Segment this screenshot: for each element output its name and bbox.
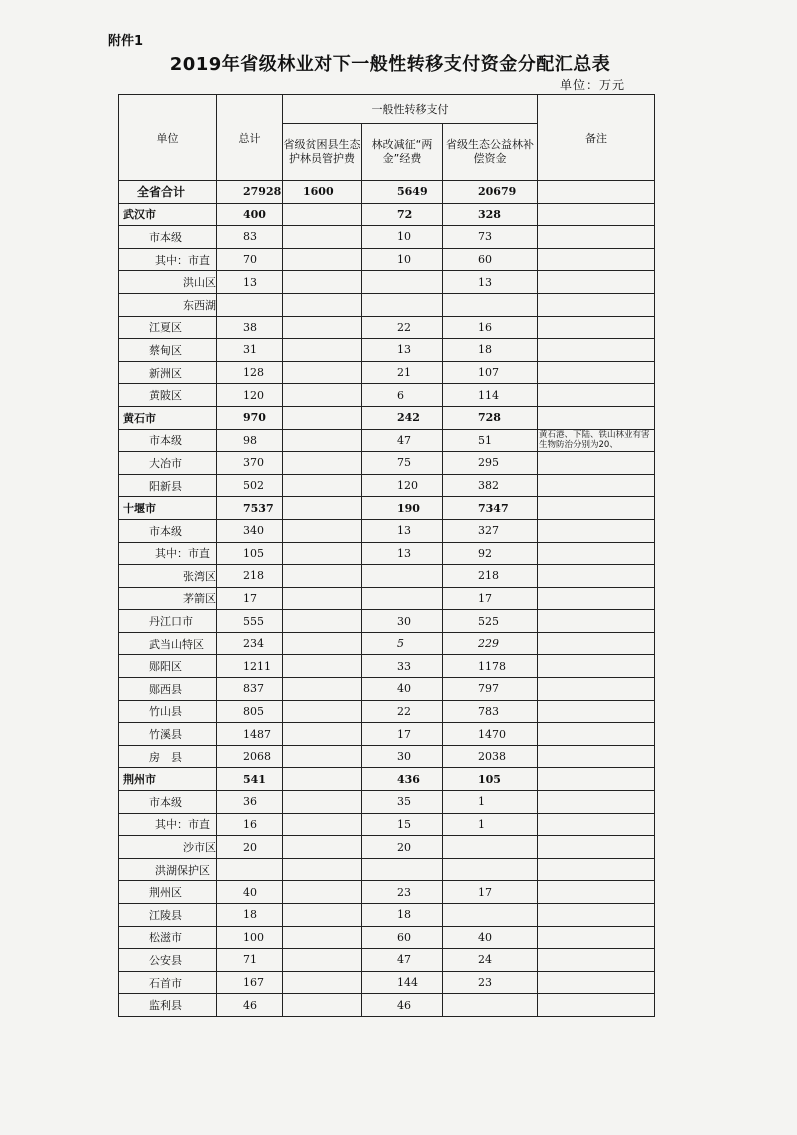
- table-row: [119, 632, 655, 655]
- unit-cell: 郧阳区: [119, 655, 217, 678]
- ecological-compensation-cell: [443, 904, 538, 927]
- table-row: [119, 881, 655, 904]
- patrol-fee-cell: [283, 655, 362, 678]
- table-row: [119, 519, 655, 542]
- patrol-fee-cell: [283, 678, 362, 701]
- remark-cell: [538, 519, 655, 542]
- table-row: [119, 836, 655, 859]
- patrol-fee-cell: [283, 316, 362, 339]
- two-funds-cell: 46: [362, 994, 443, 1017]
- table-row: [119, 723, 655, 746]
- ecological-compensation-cell: 60: [443, 248, 538, 271]
- unit-cell: 洪湖保护区: [119, 858, 217, 881]
- unit-cell: 东西湖: [119, 293, 217, 316]
- unit-cell: 阳新县: [119, 474, 217, 497]
- ecological-compensation-cell: [443, 994, 538, 1017]
- table-row: [119, 700, 655, 723]
- total-cell: [217, 858, 283, 881]
- table-row: [119, 587, 655, 610]
- unit-cell: 丹江口市: [119, 610, 217, 633]
- patrol-fee-cell: [283, 723, 362, 746]
- ecological-compensation-cell: 295: [443, 452, 538, 475]
- patrol-fee-cell: [283, 519, 362, 542]
- ecological-compensation-cell: 18: [443, 339, 538, 362]
- patrol-fee-cell: [283, 971, 362, 994]
- ecological-compensation-cell: 13: [443, 271, 538, 294]
- ecological-compensation-cell: 16: [443, 316, 538, 339]
- total-cell: 40: [217, 881, 283, 904]
- header-remark: 备注: [538, 95, 655, 181]
- total-cell: 38: [217, 316, 283, 339]
- two-funds-cell: 17: [362, 723, 443, 746]
- two-funds-cell: 21: [362, 361, 443, 384]
- ecological-compensation-cell: 20679: [443, 181, 538, 204]
- patrol-fee-cell: [283, 813, 362, 836]
- remark-cell: [538, 565, 655, 588]
- total-cell: 128: [217, 361, 283, 384]
- remark-cell: [538, 655, 655, 678]
- unit-cell: 石首市: [119, 971, 217, 994]
- total-cell: 18: [217, 904, 283, 927]
- two-funds-cell: 13: [362, 519, 443, 542]
- table-row: [119, 361, 655, 384]
- table-row: [119, 339, 655, 362]
- unit-note: 单位：万元: [560, 78, 626, 92]
- unit-cell: 竹山县: [119, 700, 217, 723]
- two-funds-cell: 33: [362, 655, 443, 678]
- unit-cell: 竹溪县: [119, 723, 217, 746]
- table-row: [119, 452, 655, 475]
- remark-cell: [538, 723, 655, 746]
- table-row: [119, 971, 655, 994]
- two-funds-cell: [362, 271, 443, 294]
- patrol-fee-cell: [283, 994, 362, 1017]
- ecological-compensation-cell: 797: [443, 678, 538, 701]
- ecological-compensation-cell: 24: [443, 949, 538, 972]
- unit-cell: 黄陂区: [119, 384, 217, 407]
- header-col1: 省级贫困县生态护林员管护费: [283, 124, 362, 181]
- table-row: [119, 610, 655, 633]
- table-row: [119, 203, 655, 226]
- patrol-fee-cell: [283, 474, 362, 497]
- unit-cell: 十堰市: [119, 497, 217, 520]
- remark-cell: [538, 271, 655, 294]
- total-cell: 105: [217, 542, 283, 565]
- remark-cell: [538, 361, 655, 384]
- allocation-table: [118, 94, 655, 1017]
- table-row: [119, 678, 655, 701]
- unit-cell: 江陵县: [119, 904, 217, 927]
- total-cell: 837: [217, 678, 283, 701]
- table-row: [119, 271, 655, 294]
- ecological-compensation-cell: 2038: [443, 745, 538, 768]
- total-cell: 7537: [217, 497, 283, 520]
- unit-cell: 武当山特区: [119, 632, 217, 655]
- ecological-compensation-cell: 783: [443, 700, 538, 723]
- ecological-compensation-cell: [443, 858, 538, 881]
- remark-cell: [538, 745, 655, 768]
- header-unit: 单位: [119, 95, 217, 181]
- remark-cell: [538, 226, 655, 249]
- unit-cell: 市本级: [119, 429, 217, 452]
- two-funds-cell: 13: [362, 542, 443, 565]
- table-row: [119, 813, 655, 836]
- unit-cell: 洪山区: [119, 271, 217, 294]
- ecological-compensation-cell: [443, 293, 538, 316]
- two-funds-cell: 13: [362, 339, 443, 362]
- unit-cell: 全省合计: [119, 181, 217, 204]
- ecological-compensation-cell: 114: [443, 384, 538, 407]
- remark-cell: [538, 474, 655, 497]
- remark-cell: [538, 949, 655, 972]
- unit-cell: 市本级: [119, 791, 217, 814]
- unit-cell: 公安县: [119, 949, 217, 972]
- patrol-fee-cell: [283, 429, 362, 452]
- total-cell: 17: [217, 587, 283, 610]
- total-cell: 218: [217, 565, 283, 588]
- two-funds-cell: 35: [362, 791, 443, 814]
- patrol-fee-cell: [283, 361, 362, 384]
- table-row: [119, 497, 655, 520]
- two-funds-cell: 30: [362, 610, 443, 633]
- total-cell: 370: [217, 452, 283, 475]
- patrol-fee-cell: [283, 791, 362, 814]
- remark-cell: [538, 678, 655, 701]
- two-funds-cell: 22: [362, 700, 443, 723]
- total-cell: 13: [217, 271, 283, 294]
- two-funds-cell: 5: [362, 632, 443, 655]
- two-funds-cell: 15: [362, 813, 443, 836]
- two-funds-cell: 60: [362, 926, 443, 949]
- two-funds-cell: 242: [362, 406, 443, 429]
- total-cell: 970: [217, 406, 283, 429]
- unit-cell: 江夏区: [119, 316, 217, 339]
- table-row: [119, 248, 655, 271]
- unit-cell: 沙市区: [119, 836, 217, 859]
- two-funds-cell: 47: [362, 429, 443, 452]
- table-row: [119, 858, 655, 881]
- ecological-compensation-cell: 73: [443, 226, 538, 249]
- patrol-fee-cell: [283, 632, 362, 655]
- ecological-compensation-cell: 92: [443, 542, 538, 565]
- two-funds-cell: 144: [362, 971, 443, 994]
- remark-cell: [538, 632, 655, 655]
- two-funds-cell: 436: [362, 768, 443, 791]
- total-cell: 167: [217, 971, 283, 994]
- ecological-compensation-cell: 17: [443, 587, 538, 610]
- patrol-fee-cell: [283, 610, 362, 633]
- ecological-compensation-cell: 1178: [443, 655, 538, 678]
- table-row: [119, 429, 655, 452]
- patrol-fee-cell: [283, 949, 362, 972]
- total-cell: 1487: [217, 723, 283, 746]
- total-cell: 27928: [217, 181, 283, 204]
- remark-cell: [538, 203, 655, 226]
- remark-cell: 黄石港、下陆、铁山林业有害生物防治分别为20、: [538, 429, 655, 452]
- two-funds-cell: 30: [362, 745, 443, 768]
- unit-cell: 市本级: [119, 519, 217, 542]
- total-cell: 36: [217, 791, 283, 814]
- remark-cell: [538, 971, 655, 994]
- two-funds-cell: 23: [362, 881, 443, 904]
- unit-cell: 房 县: [119, 745, 217, 768]
- total-cell: 46: [217, 994, 283, 1017]
- remark-cell: [538, 881, 655, 904]
- remark-cell: [538, 384, 655, 407]
- ecological-compensation-cell: 218: [443, 565, 538, 588]
- total-cell: 541: [217, 768, 283, 791]
- unit-cell: 其中：市直: [119, 813, 217, 836]
- ecological-compensation-cell: 382: [443, 474, 538, 497]
- remark-cell: [538, 994, 655, 1017]
- table-row: [119, 768, 655, 791]
- two-funds-cell: 22: [362, 316, 443, 339]
- table-row: [119, 791, 655, 814]
- remark-cell: [538, 316, 655, 339]
- two-funds-cell: 18: [362, 904, 443, 927]
- remark-cell: [538, 452, 655, 475]
- total-cell: 70: [217, 248, 283, 271]
- two-funds-cell: [362, 293, 443, 316]
- unit-cell: 黄石市: [119, 406, 217, 429]
- unit-cell: 荆州区: [119, 881, 217, 904]
- patrol-fee-cell: [283, 248, 362, 271]
- total-cell: 100: [217, 926, 283, 949]
- remark-cell: [538, 293, 655, 316]
- ecological-compensation-cell: 17: [443, 881, 538, 904]
- table-row: [119, 745, 655, 768]
- ecological-compensation-cell: 328: [443, 203, 538, 226]
- ecological-compensation-cell: 525: [443, 610, 538, 633]
- table-row: [119, 181, 655, 204]
- total-cell: 98: [217, 429, 283, 452]
- total-cell: 555: [217, 610, 283, 633]
- patrol-fee-cell: [283, 452, 362, 475]
- page-title: 2019年省级林业对下一般性转移支付资金分配汇总表: [169, 54, 611, 75]
- ecological-compensation-cell: 23: [443, 971, 538, 994]
- table-row: [119, 406, 655, 429]
- total-cell: 120: [217, 384, 283, 407]
- unit-cell: 武汉市: [119, 203, 217, 226]
- total-cell: 83: [217, 226, 283, 249]
- unit-cell: 新洲区: [119, 361, 217, 384]
- remark-cell: [538, 791, 655, 814]
- two-funds-cell: 6: [362, 384, 443, 407]
- remark-cell: [538, 610, 655, 633]
- patrol-fee-cell: [283, 293, 362, 316]
- two-funds-cell: 120: [362, 474, 443, 497]
- unit-cell: 其中：市直: [119, 542, 217, 565]
- two-funds-cell: 72: [362, 203, 443, 226]
- two-funds-cell: 10: [362, 248, 443, 271]
- two-funds-cell: 75: [362, 452, 443, 475]
- table-row: [119, 474, 655, 497]
- two-funds-cell: 47: [362, 949, 443, 972]
- remark-cell: [538, 248, 655, 271]
- remark-cell: [538, 926, 655, 949]
- table-row: [119, 994, 655, 1017]
- remark-cell: [538, 768, 655, 791]
- two-funds-cell: [362, 587, 443, 610]
- remark-cell: [538, 700, 655, 723]
- unit-cell: 监利县: [119, 994, 217, 1017]
- ecological-compensation-cell: 1: [443, 791, 538, 814]
- total-cell: 340: [217, 519, 283, 542]
- header-col2: 林改减征“两金”经费: [362, 124, 443, 181]
- remark-cell: [538, 836, 655, 859]
- total-cell: 2068: [217, 745, 283, 768]
- ecological-compensation-cell: 105: [443, 768, 538, 791]
- table-row: [119, 565, 655, 588]
- unit-cell: 荆州市: [119, 768, 217, 791]
- table-row: [119, 949, 655, 972]
- table-row: [119, 293, 655, 316]
- total-cell: 31: [217, 339, 283, 362]
- header-transfer-group: 一般性转移支付: [283, 95, 538, 124]
- total-cell: 20: [217, 836, 283, 859]
- table-row: [119, 316, 655, 339]
- patrol-fee-cell: [283, 858, 362, 881]
- remark-cell: [538, 904, 655, 927]
- two-funds-cell: 10: [362, 226, 443, 249]
- unit-cell: 大冶市: [119, 452, 217, 475]
- remark-cell: [538, 181, 655, 204]
- patrol-fee-cell: [283, 339, 362, 362]
- unit-cell: 松滋市: [119, 926, 217, 949]
- ecological-compensation-cell: 51: [443, 429, 538, 452]
- ecological-compensation-cell: 107: [443, 361, 538, 384]
- remark-cell: [538, 497, 655, 520]
- unit-cell: 郧西县: [119, 678, 217, 701]
- remark-cell: [538, 858, 655, 881]
- two-funds-cell: 190: [362, 497, 443, 520]
- unit-cell: 蔡甸区: [119, 339, 217, 362]
- remark-cell: [538, 339, 655, 362]
- total-cell: 234: [217, 632, 283, 655]
- table-body: [119, 181, 655, 1017]
- table-row: [119, 542, 655, 565]
- total-cell: 502: [217, 474, 283, 497]
- total-cell: [217, 293, 283, 316]
- patrol-fee-cell: [283, 542, 362, 565]
- total-cell: 1211: [217, 655, 283, 678]
- patrol-fee-cell: [283, 203, 362, 226]
- patrol-fee-cell: [283, 565, 362, 588]
- attachment-label: 附件1: [108, 34, 144, 49]
- total-cell: 16: [217, 813, 283, 836]
- ecological-compensation-cell: 1: [443, 813, 538, 836]
- table-row: [119, 384, 655, 407]
- patrol-fee-cell: [283, 271, 362, 294]
- patrol-fee-cell: [283, 904, 362, 927]
- ecological-compensation-cell: 40: [443, 926, 538, 949]
- patrol-fee-cell: [283, 745, 362, 768]
- two-funds-cell: 20: [362, 836, 443, 859]
- patrol-fee-cell: [283, 700, 362, 723]
- unit-cell: 市本级: [119, 226, 217, 249]
- patrol-fee-cell: [283, 881, 362, 904]
- ecological-compensation-cell: 327: [443, 519, 538, 542]
- two-funds-cell: [362, 858, 443, 881]
- two-funds-cell: 5649: [362, 181, 443, 204]
- patrol-fee-cell: [283, 587, 362, 610]
- two-funds-cell: 40: [362, 678, 443, 701]
- table-row: [119, 904, 655, 927]
- table-row: [119, 226, 655, 249]
- two-funds-cell: [362, 565, 443, 588]
- total-cell: 71: [217, 949, 283, 972]
- header-total: 总计: [217, 95, 283, 181]
- patrol-fee-cell: [283, 406, 362, 429]
- unit-cell: 张湾区: [119, 565, 217, 588]
- total-cell: 805: [217, 700, 283, 723]
- patrol-fee-cell: [283, 836, 362, 859]
- table-row: [119, 926, 655, 949]
- remark-cell: [538, 542, 655, 565]
- patrol-fee-cell: [283, 384, 362, 407]
- remark-cell: [538, 587, 655, 610]
- unit-cell: 茅箭区: [119, 587, 217, 610]
- remark-cell: [538, 813, 655, 836]
- ecological-compensation-cell: 1470: [443, 723, 538, 746]
- ecological-compensation-cell: 7347: [443, 497, 538, 520]
- remark-cell: [538, 406, 655, 429]
- patrol-fee-cell: [283, 497, 362, 520]
- ecological-compensation-cell: [443, 836, 538, 859]
- patrol-fee-cell: [283, 226, 362, 249]
- unit-cell: 其中：市直: [119, 248, 217, 271]
- patrol-fee-cell: 1600: [283, 181, 362, 204]
- total-cell: 400: [217, 203, 283, 226]
- ecological-compensation-cell: 229: [443, 632, 538, 655]
- patrol-fee-cell: [283, 926, 362, 949]
- patrol-fee-cell: [283, 768, 362, 791]
- header-col3: 省级生态公益林补偿资金: [443, 124, 538, 181]
- table-row: [119, 655, 655, 678]
- ecological-compensation-cell: 728: [443, 406, 538, 429]
